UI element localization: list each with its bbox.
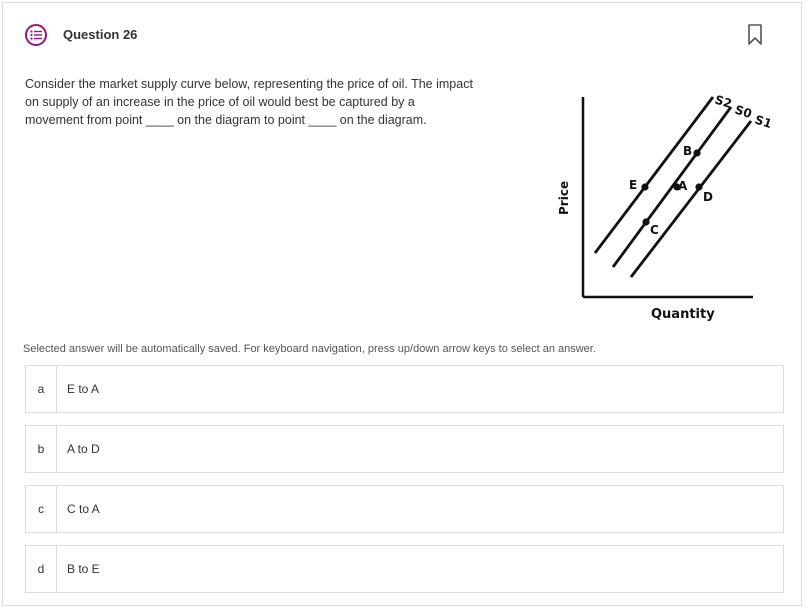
option-text: B to E bbox=[67, 562, 100, 576]
answer-option-b[interactable] bbox=[25, 425, 784, 473]
option-text: E to A bbox=[67, 382, 100, 396]
curve-label-s1: S1 bbox=[753, 112, 774, 132]
supply-diagram bbox=[551, 81, 781, 331]
point-label-a: A bbox=[678, 179, 688, 193]
point-e bbox=[641, 183, 648, 190]
question-stem: Consider the market supply curve below, representing the price of oil. The impact on supply of an increase in the price of oil would best be captured by a movement from point ____ on the diagram to point ____ on the diagram. bbox=[25, 77, 473, 127]
point-b bbox=[693, 149, 700, 156]
x-axis-label: Quantity bbox=[651, 307, 715, 322]
point-c bbox=[642, 218, 649, 225]
question-card bbox=[2, 2, 802, 606]
autosave-hint: Selected answer will be automatically saved. For keyboard navigation, press up/down arrow keys to select an answer. bbox=[23, 343, 596, 355]
y-axis-label: Price bbox=[557, 180, 571, 215]
curve-label-s2: S2 bbox=[713, 92, 734, 112]
point-label-e: E bbox=[629, 178, 638, 192]
option-text: C to A bbox=[67, 502, 100, 516]
question-title: Question 26 bbox=[63, 27, 138, 42]
answer-option-c[interactable] bbox=[25, 485, 784, 533]
question-list-icon bbox=[25, 24, 47, 46]
answer-option-d[interactable] bbox=[25, 545, 784, 593]
option-text: A to D bbox=[67, 442, 100, 456]
option-letter: c bbox=[26, 486, 57, 532]
option-letter: d bbox=[26, 546, 57, 592]
answer-option-a[interactable] bbox=[25, 365, 784, 413]
point-label-c: C bbox=[650, 223, 659, 237]
curve-label-s0: S0 bbox=[733, 102, 754, 122]
point-label-d: D bbox=[703, 190, 713, 204]
point-d bbox=[695, 183, 702, 190]
option-letter: a bbox=[26, 366, 57, 412]
bookmark-icon[interactable] bbox=[747, 24, 763, 46]
point-label-b: B bbox=[683, 144, 693, 158]
option-letter: b bbox=[26, 426, 57, 472]
